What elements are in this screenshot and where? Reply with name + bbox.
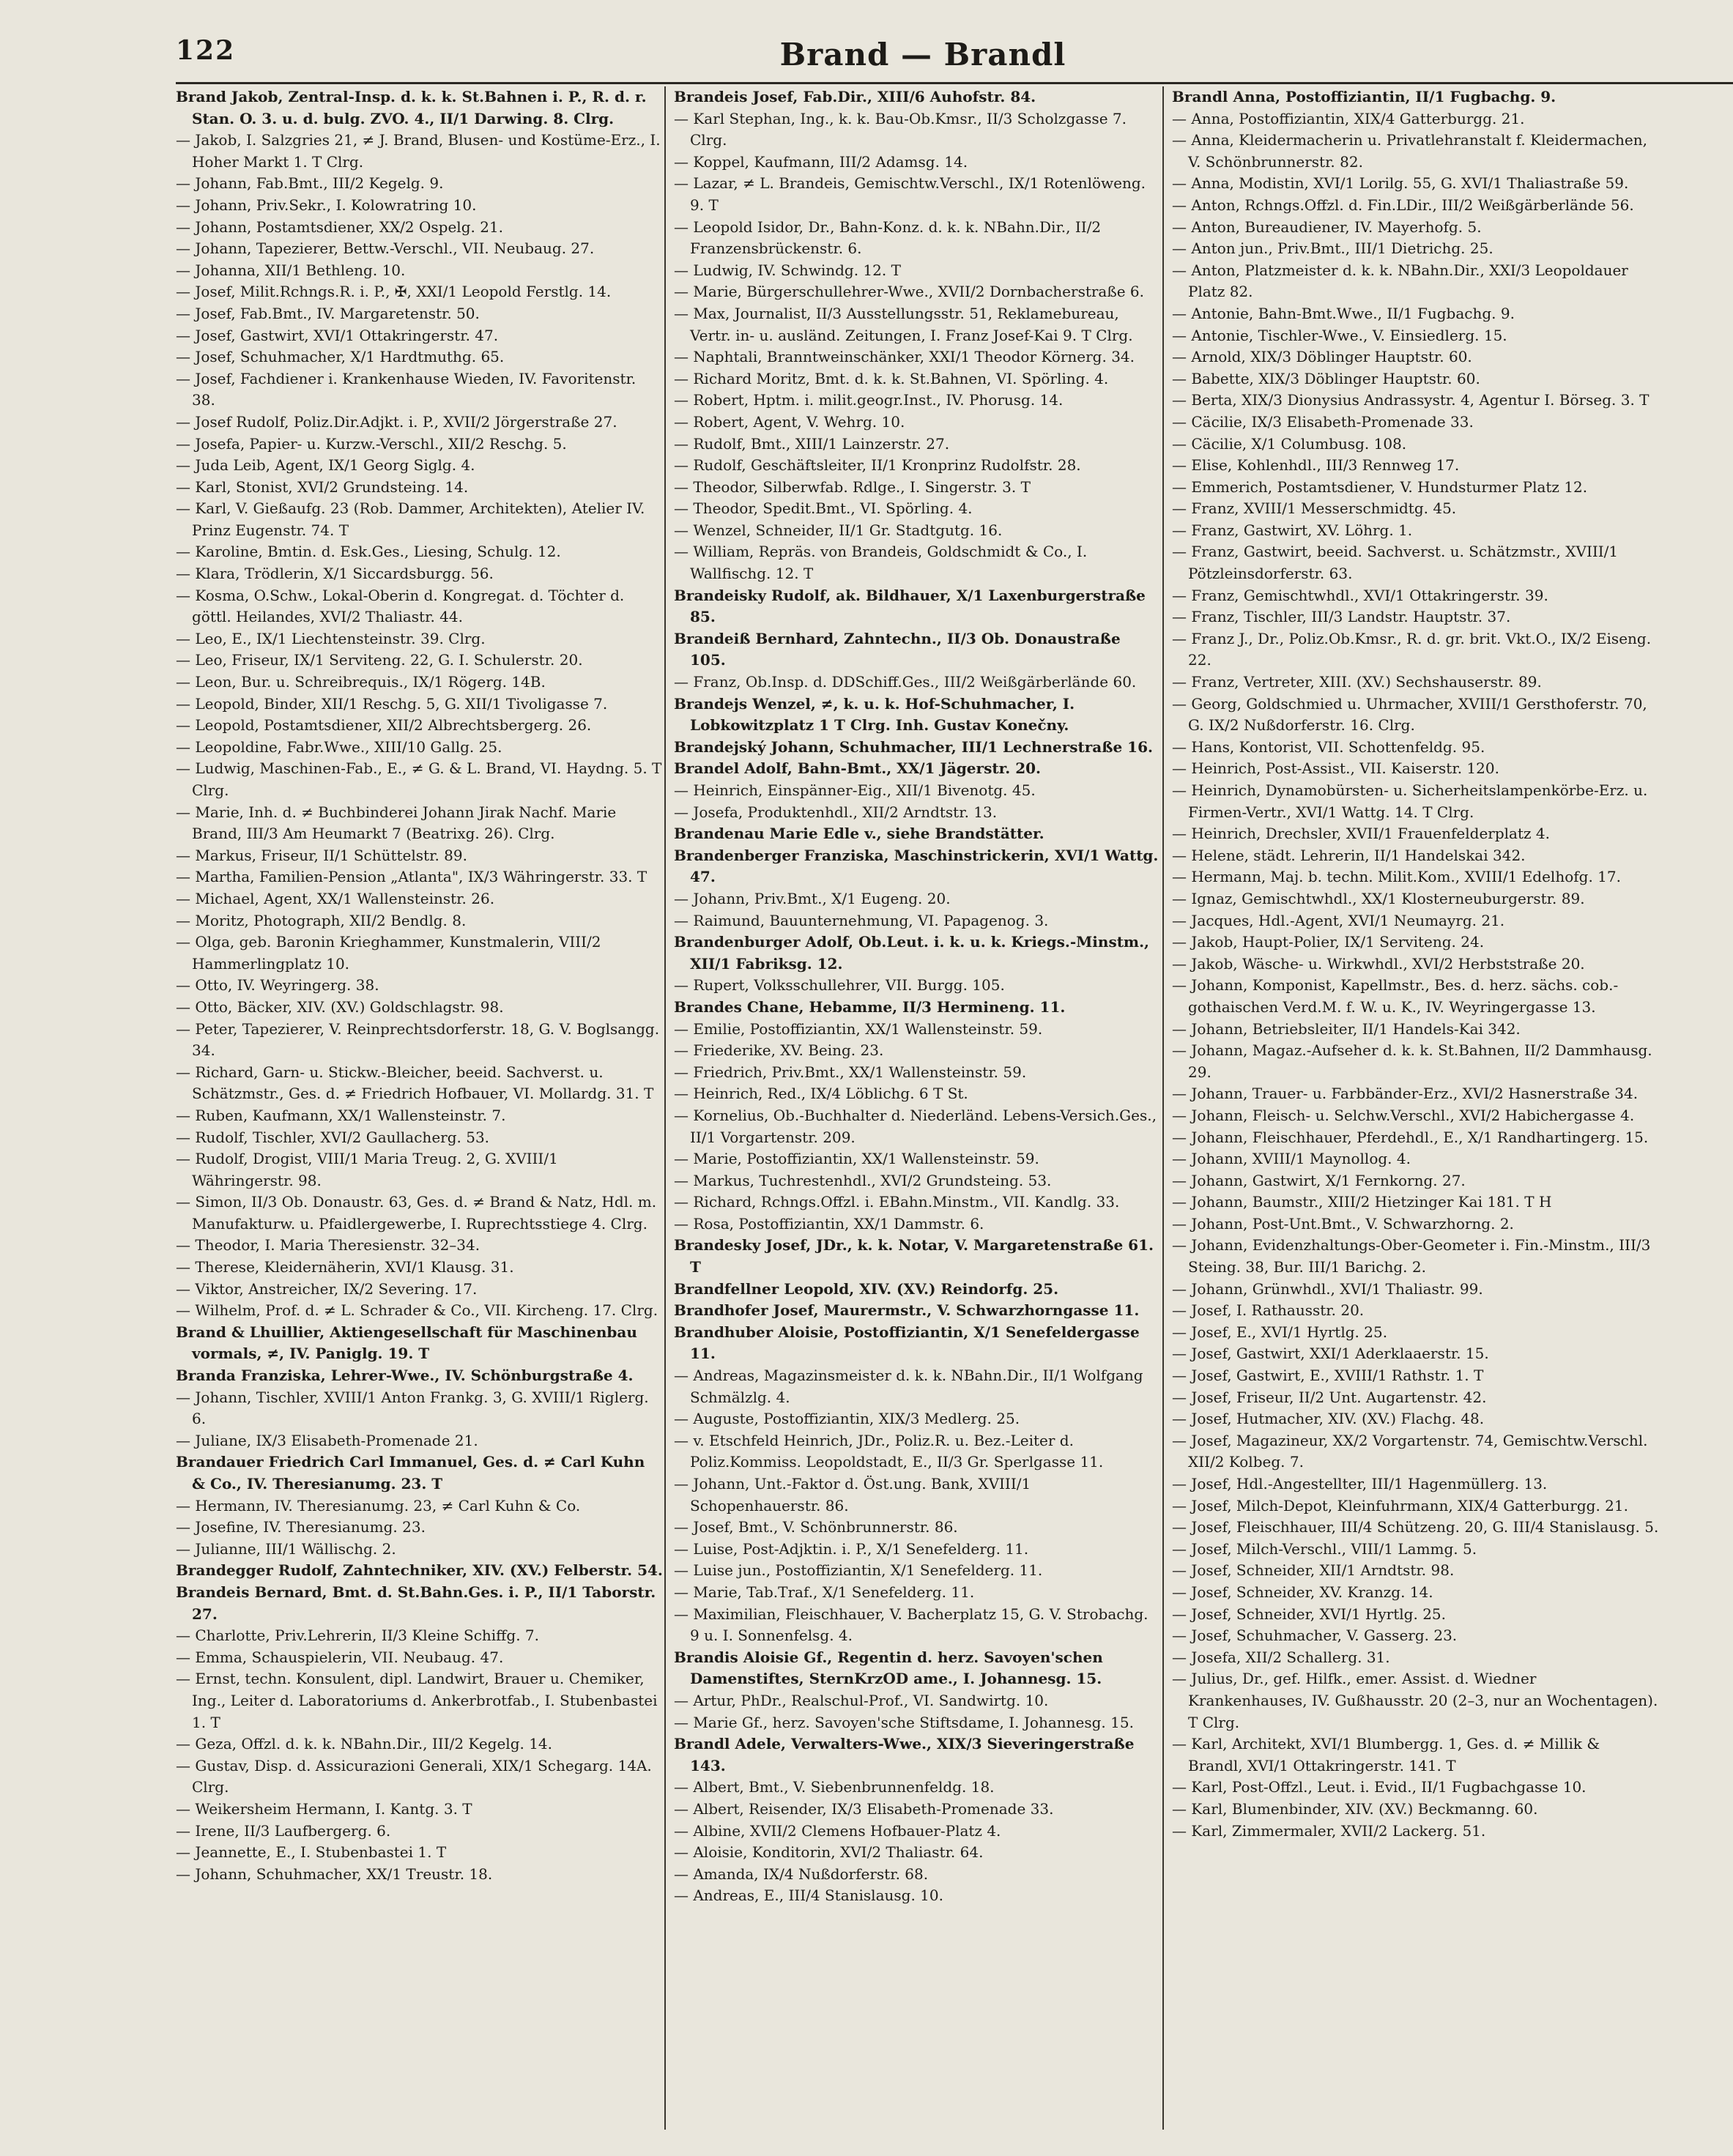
directory-entry: — Marie Gf., herz. Savoyen'sche Stiftsdame, I. Johannesg. 15. bbox=[674, 1713, 1134, 1731]
directory-entry: — Weikersheim Hermann, I. Kantg. 3. T bbox=[176, 1799, 472, 1818]
directory-entry: — Josef, Schneider, XII/1 Arndtstr. 98. bbox=[1172, 1561, 1455, 1580]
directory-entry: — Josefine, IV. Theresianumg. 23. bbox=[176, 1518, 426, 1536]
directory-entry: — Charlotte, Priv.Lehrerin, II/3 Kleine Schiffg. 7. bbox=[176, 1627, 539, 1645]
directory-entry: — Heinrich, Einspänner-Eig., XII/1 Bivenotg. 45. bbox=[674, 781, 1036, 799]
directory-entry: — Karl, V. Gießaufg. 23 (Rob. Dammer, Architekten), Atelier IV. Prinz Eugenstr. 74. T bbox=[176, 499, 645, 539]
directory-entry: — Michael, Agent, XX/1 Wallensteinstr. 26. bbox=[176, 889, 495, 907]
directory-entry: — Luise jun., Postoffiziantin, X/1 Senefelderg. 11. bbox=[674, 1561, 1043, 1580]
directory-entry: — Jacques, Hdl.-Agent, XVI/1 Neumayrg. 21. bbox=[1172, 911, 1505, 929]
directory-entry: — Josef, Milit.Rchngs.R. i. P., ✠, XXI/1 Leopold Ferstlg. 14. bbox=[176, 283, 612, 301]
directory-entry: — Theodor, Silberwfab. Rdlge., I. Singerstr. 3. T bbox=[674, 477, 1031, 496]
directory-entry: — Anton jun., Priv.Bmt., III/1 Dietrichg. 25. bbox=[1172, 239, 1493, 258]
directory-entry: — Simon, II/3 Ob. Donaustr. 63, Ges. d. ≠ Brand & Natz, Hdl. m. Manufakturw. u. Pfaidlergewerbe, I. Ruprechtsstiege 4. Clrg. bbox=[176, 1193, 657, 1233]
directory-entry: — Josefa, XII/2 Schallerg. 31. bbox=[1172, 1648, 1390, 1666]
directory-entry: — Karl, Stonist, XVI/2 Grundsteing. 14. bbox=[176, 477, 469, 496]
directory-entry: — Johann, Fab.Bmt., III/2 Kegelg. 9. bbox=[176, 174, 444, 193]
directory-entry: — Heinrich, Red., IX/4 Löblichg. 6 T St. bbox=[674, 1085, 968, 1103]
directory-entry: — Ludwig, IV. Schwindg. 12. T bbox=[674, 261, 901, 279]
directory-entry: — Peter, Tapezierer, V. Reinprechtsdorferstr. 18, G. V. Boglsangg. 34. bbox=[176, 1019, 660, 1060]
directory-entry: — Marie, Tab.Traf., X/1 Senefelderg. 11. bbox=[674, 1583, 975, 1601]
directory-entry: — Karl, Blumenbinder, XIV. (XV.) Beckmanng. 60. bbox=[1172, 1799, 1538, 1818]
directory-entry: — Hermann, Maj. b. techn. Milit.Kom., XVIII/1 Edelhofg. 17. bbox=[1172, 868, 1621, 886]
directory-entry: — Julianne, III/1 Wällischg. 2. bbox=[176, 1539, 396, 1558]
column-3 bbox=[1172, 86, 1659, 2137]
page-number: 122 bbox=[176, 35, 236, 66]
directory-entry: — Johann, Trauer- u. Farbbänder-Erz., XVI/2 Hasnerstraße 34. bbox=[1172, 1085, 1639, 1103]
directory-entry: — Naphtali, Branntweinschänker, XXI/1 Theodor Körnerg. 34. bbox=[674, 348, 1135, 366]
directory-entry: — Josef, Magazineur, XX/2 Vorgartenstr. 74, Gemischtw.Verschl. XII/2 Kolbeg. 7. bbox=[1172, 1431, 1648, 1471]
directory-entry: — Robert, Hptm. i. milit.geogr.Inst., IV. Phorusg. 14. bbox=[674, 391, 1064, 409]
surname-entry: Brandis Aloisie Gf., Regentin d. herz. Savoyen'schen Damenstiftes, SternKrzOD ame., I. Johannesg. 15. bbox=[674, 1648, 1103, 1688]
directory-entry: — Johann, Schuhmacher, XX/1 Treustr. 18. bbox=[176, 1865, 493, 1883]
directory-entry: — Johann, Tischler, XVIII/1 Anton Frankg. 3, G. XVIII/1 Riglerg. 6. bbox=[176, 1388, 649, 1428]
directory-entry: — Albine, XVII/2 Clemens Hofbauer-Platz 4. bbox=[674, 1821, 1001, 1840]
directory-entry: — Friedrich, Priv.Bmt., XX/1 Wallensteinstr. 59. bbox=[674, 1063, 1027, 1081]
directory-entry: — Josef, Milch-Verschl., VIII/1 Lammg. 5. bbox=[1172, 1539, 1477, 1558]
directory-entry: — Luise, Post-Adjktin. i. P., X/1 Senefelderg. 11. bbox=[674, 1539, 1029, 1558]
directory-entry: — Josef Rudolf, Poliz.Dir.Adjkt. i. P., XVII/2 Jörgerstraße 27. bbox=[176, 412, 617, 431]
directory-entry: — Josef, Gastwirt, E., XVIII/1 Rathstr. 1. T bbox=[1172, 1367, 1484, 1385]
directory-entry: — Josef, Fachdiener i. Krankenhause Wieden, IV. Favoritenstr. 38. bbox=[176, 369, 637, 409]
directory-entry: — Amanda, IX/4 Nußdorferstr. 68. bbox=[674, 1865, 929, 1883]
directory-entry: — Aloisie, Konditorin, XVI/2 Thaliastr. 64. bbox=[674, 1843, 984, 1862]
directory-entry: — Theodor, Spedit.Bmt., VI. Spörling. 4. bbox=[674, 499, 973, 518]
directory-entry: — Georg, Goldschmied u. Uhrmacher, XVIII/1 Gersthoferstr. 70, G. IX/2 Nußdorferstr. 16. Clrg. bbox=[1172, 694, 1647, 735]
directory-entry: — Markus, Tuchrestenhdl., XVI/2 Grundsteing. 53. bbox=[674, 1171, 1052, 1189]
directory-entry: — Franz J., Dr., Poliz.Ob.Kmsr., R. d. gr. brit. Vkt.O., IX/2 Eiseng. 22. bbox=[1172, 629, 1652, 669]
directory-entry: — Cäcilie, IX/3 Elisabeth-Promenade 33. bbox=[1172, 412, 1474, 431]
column-2 bbox=[674, 86, 1161, 2137]
directory-entry: — Johann, Grünwhdl., XVI/1 Thaliastr. 99. bbox=[1172, 1279, 1483, 1298]
surname-entry: Brandes Chane, Hebamme, II/3 Hermineng. 11. bbox=[674, 997, 1066, 1016]
directory-entry: — Elise, Kohlenhdl., III/3 Rennweg 17. bbox=[1172, 456, 1460, 475]
surname-entry: Brandenau Marie Edle v., siehe Brandstätter. bbox=[674, 825, 1044, 843]
directory-entry: — Josef, Schneider, XVI/1 Hyrtlg. 25. bbox=[1172, 1605, 1446, 1623]
directory-entry: — Jakob, I. Salzgries 21, ≠ J. Brand, Blusen- und Kostüme-Erz., I. Hoher Markt 1. T Clrg. bbox=[176, 131, 661, 171]
directory-entry: — Anton, Rchngs.Offzl. d. Fin.LDir., III/2 Weißgärberlände 56. bbox=[1172, 196, 1634, 214]
directory-entry: — Anton, Platzmeister d. k. k. NBahn.Dir., XXI/3 Leopoldauer Platz 82. bbox=[1172, 261, 1628, 301]
directory-entry: — Heinrich, Post-Assist., VII. Kaiserstr. 120. bbox=[1172, 759, 1499, 778]
directory-entry: — Josef, I. Rathausstr. 20. bbox=[1172, 1301, 1365, 1320]
directory-entry: — Antonie, Tischler-Wwe., V. Einsiedlerg. 15. bbox=[1172, 326, 1507, 344]
surname-entry: Brandeiß Bernhard, Zahntechn., II/3 Ob. Donaustraße 105. bbox=[674, 629, 1121, 669]
surname-entry: Brandejs Wenzel, ≠, k. u. k. Hof-Schuhmacher, I. Lobkowitzplatz 1 T Clrg. Inh. Gustav Konečny. bbox=[674, 694, 1075, 735]
directory-entry: — Rudolf, Tischler, XVI/2 Gaullacherg. 53. bbox=[176, 1128, 490, 1146]
directory-entry: — Marie, Postoffiziantin, XX/1 Wallensteinstr. 59. bbox=[674, 1150, 1039, 1168]
directory-entry: — Arnold, XIX/3 Döblinger Hauptstr. 60. bbox=[1172, 348, 1472, 366]
column-divider-1 bbox=[664, 86, 666, 2130]
surname-entry: Brand & Lhuillier, Aktiengesellschaft für Maschinenbau vormals, ≠, IV. Paniglg. 19. T bbox=[176, 1323, 637, 1363]
directory-entry: — Albert, Bmt., V. Siebenbrunnenfeldg. 18. bbox=[674, 1778, 995, 1796]
directory-entry: — Josef, Friseur, II/2 Unt. Augartenstr. 42. bbox=[1172, 1388, 1487, 1406]
directory-entry: — Anna, Kleidermacherin u. Privatlehranstalt f. Kleidermachen, V. Schönbrunnerstr. 82. bbox=[1172, 131, 1647, 171]
directory-entry: — Johanna, XII/1 Bethleng. 10. bbox=[176, 261, 406, 279]
surname-entry: Brandeis Bernard, Bmt. d. St.Bahn.Ges. i. P., II/1 Taborstr. 27. bbox=[176, 1583, 656, 1623]
directory-entry: — Johann, Gastwirt, X/1 Fernkorng. 27. bbox=[1172, 1171, 1466, 1189]
surname-entry: Brandl Anna, Postoffiziantin, II/1 Fugbachg. 9. bbox=[1172, 88, 1556, 105]
directory-entry: — Berta, XIX/3 Dionysius Andrassystr. 4, Agentur I. Börseg. 3. T bbox=[1172, 391, 1649, 409]
directory-entry: — Julius, Dr., gef. Hilfk., emer. Assist. d. Wiedner Krankenhauses, IV. Gußhausstr. 20 (2–3, nur an Wochentagen). T Clrg. bbox=[1172, 1670, 1658, 1731]
directory-entry: — Anna, Postoffiziantin, XIX/4 Gatterburgg. 21. bbox=[1172, 109, 1525, 127]
directory-entry: — Irene, II/3 Laufbergerg. 6. bbox=[176, 1821, 391, 1840]
directory-entry: — Josef, Schneider, XV. Kranzg. 14. bbox=[1172, 1583, 1433, 1601]
directory-entry: — Leo, E., IX/1 Liechtensteinstr. 39. Clrg. bbox=[176, 629, 486, 647]
directory-entry: — Koppel, Kaufmann, III/2 Adamsg. 14. bbox=[674, 152, 968, 171]
directory-entry: — Josef, Fab.Bmt., IV. Margaretenstr. 50. bbox=[176, 304, 480, 322]
directory-entry: — Gustav, Disp. d. Assicurazioni Generali, XIX/1 Schegarg. 14A. Clrg. bbox=[176, 1756, 652, 1796]
directory-entry: — Franz, Tischler, III/3 Landstr. Hauptstr. 37. bbox=[1172, 608, 1511, 626]
directory-entry: — William, Repräs. von Brandeis, Goldschmidt & Co., I. Wallfischg. 12. T bbox=[674, 543, 1088, 583]
directory-entry: — Babette, XIX/3 Döblinger Hauptstr. 60. bbox=[1172, 369, 1480, 387]
directory-entry: — Josef, Schuhmacher, X/1 Hardtmuthg. 65. bbox=[176, 348, 505, 366]
directory-entry: — Rudolf, Bmt., XIII/1 Lainzerstr. 27. bbox=[674, 434, 950, 453]
directory-entry: — Marie, Bürgerschullehrer-Wwe., XVII/2 Dornbacherstraße 6. bbox=[674, 283, 1144, 301]
directory-entry: — Anton, Bureaudiener, IV. Mayerhofg. 5. bbox=[1172, 218, 1482, 236]
column-1 bbox=[176, 86, 663, 2137]
directory-entry: — Anna, Modistin, XVI/1 Lorilg. 55, G. XVI/1 Thaliastraße 59. bbox=[1172, 174, 1629, 193]
directory-entry: — Leon, Bur. u. Schreibrequis., IX/1 Rögerg. 14B. bbox=[176, 673, 546, 691]
directory-entry: — Artur, PhDr., Realschul-Prof., VI. Sandwirtg. 10. bbox=[674, 1691, 1049, 1709]
surname-entry: Brandenburger Adolf, Ob.Leut. i. k. u. k. Kriegs.-Minstm., XII/1 Fabriksg. 12. bbox=[674, 933, 1150, 973]
directory-entry: — Johann, Postamtsdiener, XX/2 Ospelg. 21. bbox=[176, 218, 504, 236]
directory-entry: — Raimund, Bauunternehmung, VI. Papagenog. 3. bbox=[674, 911, 1049, 929]
directory-entry: — Jeannette, E., I. Stubenbastei 1. T bbox=[176, 1843, 447, 1862]
directory-entry: — Franz, Gemischtwhdl., XVI/1 Ottakringerstr. 39. bbox=[1172, 586, 1548, 604]
directory-entry: — Johann, Baumstr., XIII/2 Hietzinger Kai 181. T H bbox=[1172, 1193, 1552, 1211]
surname-entry: Brandegger Rudolf, Zahntechniker, XIV. (XV.) Felberstr. 54. bbox=[176, 1561, 663, 1580]
directory-entry: — Richard, Garn- u. Stickw.-Bleicher, beeid. Sachverst. u. Schätzmstr., Ges. d. ≠ Friedrich Hofbauer, VI. Mollardg. 31. T bbox=[176, 1063, 654, 1103]
directory-entry: — Josef, Hdl.-Angestellter, III/1 Hagenmüllerg. 13. bbox=[1172, 1475, 1548, 1493]
surname-entry: Brandejský Johann, Schuhmacher, III/1 Lechnerstraße 16. bbox=[674, 737, 1153, 756]
directory-entry: — Juliane, IX/3 Elisabeth-Promenade 21. bbox=[176, 1431, 478, 1449]
directory-entry: — Heinrich, Dynamobürsten- u. Sicherheitslampenkörbe-Erz. u. Firmen-Vertr., XVI/1 Wattg. 14. T Clrg. bbox=[1172, 781, 1648, 821]
column-divider-2 bbox=[1162, 86, 1164, 2130]
directory-entry: — Therese, Kleidernäherin, XVI/1 Klausg. 31. bbox=[176, 1258, 514, 1276]
header-rule bbox=[176, 82, 1733, 84]
directory-entry: — Otto, Bäcker, XIV. (XV.) Goldschlagstr. 98. bbox=[176, 997, 504, 1016]
directory-entry: — Ludwig, Maschinen-Fab., E., ≠ G. & L. Brand, VI. Haydng. 5. T Clrg. bbox=[176, 759, 662, 799]
directory-entry: — Ernst, techn. Konsulent, dipl. Landwirt, Brauer u. Chemiker, Ing., Leiter d. Laboratoriums d. Ankerbrotfab., I. Stubenbastei 1. T bbox=[176, 1670, 658, 1731]
directory-entry: — Kornelius, Ob.-Buchhalter d. Niederländ. Lebens-Versich.Ges., II/1 Vorgartenstr. 209. bbox=[674, 1106, 1157, 1146]
directory-entry: — Juda Leib, Agent, IX/1 Georg Siglg. 4. bbox=[176, 456, 475, 475]
directory-entry: — Rupert, Volksschullehrer, VII. Burgg. 105. bbox=[674, 976, 1005, 995]
directory-entry: — Leopold, Postamtsdiener, XII/2 Albrechtsbergerg. 26. bbox=[176, 716, 592, 735]
directory-entry: — Rosa, Postoffiziantin, XX/1 Dammstr. 6. bbox=[674, 1214, 984, 1233]
directory-entry: — Kosma, O.Schw., Lokal-Oberin d. Kongregat. d. Töchter d. göttl. Heilandes, XVI/2 Thaliastr. 44. bbox=[176, 586, 625, 626]
directory-entry: — Richard Moritz, Bmt. d. k. k. St.Bahnen, VI. Spörling. 4. bbox=[674, 369, 1109, 387]
directory-entry: — Karoline, Bmtin. d. Esk.Ges., Liesing, Schulg. 12. bbox=[176, 543, 561, 561]
surname-entry: Brandhuber Aloisie, Postoffiziantin, X/1 Senefeldergasse 11. bbox=[674, 1323, 1140, 1363]
directory-entry: — Hans, Kontorist, VII. Schottenfeldg. 95. bbox=[1172, 737, 1485, 756]
surname-entry: Brandauer Friedrich Carl Immanuel, Ges. d. ≠ Carl Kuhn & Co., IV. Theresianumg. 23. T bbox=[176, 1453, 645, 1493]
directory-entry: — Karl, Architekt, XVI/1 Blumbergg. 1, Ges. d. ≠ Millik & Brandl, XVI/1 Ottakringerstr. 141. T bbox=[1172, 1735, 1600, 1774]
directory-entry: — Johann, Betriebsleiter, II/1 Handels-Kai 342. bbox=[1172, 1019, 1521, 1038]
directory-entry: — Klara, Trödlerin, X/1 Siccardsburgg. 56. bbox=[176, 565, 494, 583]
directory-entry: — Karl, Post-Offzl., Leut. i. Evid., II/1 Fugbachgasse 10. bbox=[1172, 1778, 1587, 1796]
surname-entry: Brandhofer Josef, Maurermstr., V. Schwarzhorngasse 11. bbox=[674, 1301, 1140, 1320]
directory-entry: — Johann, Priv.Sekr., I. Kolowratring 10. bbox=[176, 196, 477, 214]
directory-entry: — Johann, Fleischhauer, Pferdehdl., E., X/1 Randhartingerg. 15. bbox=[1172, 1128, 1649, 1146]
surname-entry: Brandeisky Rudolf, ak. Bildhauer, X/1 Laxenburgerstraße 85. bbox=[674, 586, 1146, 626]
directory-entry: — Richard, Rchngs.Offzl. i. EBahn.Minstm., VII. Kandlg. 33. bbox=[674, 1193, 1120, 1211]
directory-entry: — Helene, städt. Lehrerin, II/1 Handelskai 342. bbox=[1172, 846, 1526, 864]
surname-entry: Brandl Adele, Verwalters-Wwe., XIX/3 Sieveringerstraße 143. bbox=[674, 1735, 1135, 1774]
directory-entry: — Emma, Schauspielerin, VII. Neubaug. 47. bbox=[176, 1648, 504, 1666]
surname-entry: Brandenberger Franziska, Maschinstrickerin, XVI/1 Wattg. 47. bbox=[674, 846, 1159, 886]
directory-entry: — Maximilian, Fleischhauer, V. Bacherplatz 15, G. V. Strobachg. 9 u. I. Sonnenfelsg. 4. bbox=[674, 1605, 1148, 1645]
directory-entry: — Emmerich, Postamtsdiener, V. Hundsturmer Platz 12. bbox=[1172, 477, 1588, 496]
directory-entry: — Johann, XVIII/1 Maynollog. 4. bbox=[1172, 1150, 1411, 1168]
directory-entry: — Josef, Bmt., V. Schönbrunnerstr. 86. bbox=[674, 1518, 958, 1536]
directory-entry: — Ignaz, Gemischtwhdl., XX/1 Klosterneuburgerstr. 89. bbox=[1172, 889, 1585, 907]
directory-entry: — Johann, Evidenzhaltungs-Ober-Geometer i. Fin.-Minstm., III/3 Steing. 38, Bur. III/1 Barichg. 2. bbox=[1172, 1236, 1651, 1276]
directory-entry: — Olga, geb. Baronin Krieghammer, Kunstmalerin, VIII/2 Hammerlingplatz 10. bbox=[176, 933, 601, 973]
directory-entry: — Johann, Tapezierer, Bettw.-Verschl., VII. Neubaug. 27. bbox=[176, 239, 595, 258]
directory-entry: — Martha, Familien-Pension „Atlanta", IX/3 Währingerstr. 33. T bbox=[176, 868, 647, 886]
directory-entry: — Cäcilie, X/1 Columbusg. 108. bbox=[1172, 434, 1407, 453]
directory-entry: — Ruben, Kaufmann, XX/1 Wallensteinstr. 7. bbox=[176, 1106, 506, 1124]
directory-entry: — Theodor, I. Maria Theresienstr. 32–34. bbox=[176, 1236, 480, 1254]
surname-entry: Brandel Adolf, Bahn-Bmt., XX/1 Jägerstr. 20. bbox=[674, 759, 1041, 778]
directory-entry: — Josefa, Papier- u. Kurzw.-Verschl., XII/2 Reschg. 5. bbox=[176, 434, 567, 453]
directory-entry: — Johann, Fleisch- u. Selchw.Verschl., XVI/2 Habichergasse 4. bbox=[1172, 1106, 1635, 1124]
surname-entry: Brandesky Josef, JDr., k. k. Notar, V. Margaretenstraße 61. T bbox=[674, 1236, 1154, 1276]
directory-entry: — Marie, Inh. d. ≠ Buchbinderei Johann Jirak Nachf. Marie Brand, III/3 Am Heumarkt 7 (Beatrixg. 26). Clrg. bbox=[176, 803, 617, 843]
directory-entry: — Johann, Magaz.-Aufseher d. k. k. St.Bahnen, II/2 Dammhausg. 29. bbox=[1172, 1041, 1652, 1081]
directory-entry: — Moritz, Photograph, XII/2 Bendlg. 8. bbox=[176, 911, 467, 929]
directory-entry: — Franz, Gastwirt, XV. Löhrg. 1. bbox=[1172, 521, 1413, 539]
surname-entry: Brandfellner Leopold, XIV. (XV.) Reindorfg. 25. bbox=[674, 1279, 1059, 1298]
directory-entry: — Lazar, ≠ L. Brandeis, Gemischtw.Verschl., IX/1 Rotenlöweng. 9. T bbox=[674, 174, 1146, 214]
directory-entry: — Franz, Ob.Insp. d. DDSchiff.Ges., III/2 Weißgärberlände 60. bbox=[674, 673, 1137, 691]
directory-entry: — Franz, Vertreter, XIII. (XV.) Sechshauserstr. 89. bbox=[1172, 673, 1542, 691]
directory-entry: — Auguste, Postoffiziantin, XIX/3 Medlerg. 25. bbox=[674, 1410, 1020, 1428]
directory-entry: — Wilhelm, Prof. d. ≠ L. Schrader & Co., VII. Kircheng. 17. Clrg. bbox=[176, 1301, 658, 1320]
directory-entry: — Josef, Schuhmacher, V. Gasserg. 23. bbox=[1172, 1627, 1458, 1645]
directory-entry: — Johann, Komponist, Kapellmstr., Bes. d. herz. sächs. cob.-gothaischen Verd.M. f. W. u. K., IV. Weyringergasse 13. bbox=[1172, 976, 1619, 1016]
surname-entry: Brandeis Josef, Fab.Dir., XIII/6 Auhofstr. 84. bbox=[674, 88, 1036, 105]
directory-entry: — Josef, Hutmacher, XIV. (XV.) Flachg. 48. bbox=[1172, 1410, 1485, 1428]
directory-entry: — Jakob, Wäsche- u. Wirkwhdl., XVI/2 Herbststraße 20. bbox=[1172, 954, 1585, 973]
directory-entry: — Leopoldine, Fabr.Wwe., XIII/10 Gallg. 25. bbox=[176, 737, 502, 756]
directory-entry: — Robert, Agent, V. Wehrg. 10. bbox=[674, 412, 905, 431]
directory-entry: — Leopold Isidor, Dr., Bahn-Konz. d. k. k. NBahn.Dir., II/2 Franzensbrückenstr. 6. bbox=[674, 218, 1102, 258]
directory-entry: — Josef, Fleischhauer, III/4 Schützeng. 20, G. III/4 Stanislausg. 5. bbox=[1172, 1518, 1659, 1536]
directory-entry: — Viktor, Anstreicher, IX/2 Severing. 17. bbox=[176, 1279, 478, 1298]
directory-entry: — Leopold, Binder, XII/1 Reschg. 5, G. XII/1 Tivoligasse 7. bbox=[176, 694, 608, 713]
directory-entry: — Josefa, Produktenhdl., XII/2 Arndtstr. 13. bbox=[674, 803, 998, 821]
directory-entry: — Johann, Post-Unt.Bmt., V. Schwarzhorng. 2. bbox=[1172, 1214, 1514, 1233]
directory-entry: — Hermann, IV. Theresianumg. 23, ≠ Carl Kuhn & Co. bbox=[176, 1496, 581, 1514]
directory-entry: — Antonie, Bahn-Bmt.Wwe., II/1 Fugbachg. 9. bbox=[1172, 304, 1515, 322]
directory-entry: — Heinrich, Drechsler, XVII/1 Frauenfelderplatz 4. bbox=[1172, 825, 1550, 843]
directory-entry: — v. Etschfeld Heinrich, JDr., Poliz.R. u. Bez.-Leiter d. Poliz.Kommiss. Leopoldstadt, E., II/3 Gr. Sperlgasse 11. bbox=[674, 1431, 1104, 1471]
directory-entry: — Andreas, E., III/4 Stanislausg. 10. bbox=[674, 1886, 943, 1905]
directory-entry: — Jakob, Haupt-Polier, IX/1 Serviteng. 24. bbox=[1172, 933, 1485, 951]
directory-entry: — Josef, Milch-Depot, Kleinfuhrmann, XIX/4 Gatterburgg. 21. bbox=[1172, 1496, 1628, 1514]
directory-entry: — Wenzel, Schneider, II/1 Gr. Stadtgutg. 16. bbox=[674, 521, 1003, 539]
directory-entry: — Rudolf, Drogist, VIII/1 Maria Treug. 2, G. XVIII/1 Währingerstr. 98. bbox=[176, 1150, 558, 1189]
directory-entry: — Albert, Reisender, IX/3 Elisabeth-Promenade 33. bbox=[674, 1799, 1054, 1818]
directory-entry: — Josef, Gastwirt, XVI/1 Ottakringerstr. 47. bbox=[176, 326, 499, 344]
directory-entry: — Franz, Gastwirt, beeid. Sachverst. u. Schätzmstr., XVIII/1 Pötzleinsdorferstr. 63. bbox=[1172, 543, 1619, 583]
directory-entry: — Rudolf, Geschäftsleiter, II/1 Kronprinz Rudolfstr. 28. bbox=[674, 456, 1081, 475]
directory-entry: — Max, Journalist, II/3 Ausstellungsstr. 51, Reklamebureau, Vertr. in- u. ausländ. Zeitungen, I. Franz Josef-Kai 9. T Clrg. bbox=[674, 304, 1133, 344]
surname-entry: Branda Franziska, Lehrer-Wwe., IV. Schönburgstraße 4. bbox=[176, 1367, 634, 1385]
directory-entry: — Emilie, Postoffiziantin, XX/1 Wallensteinstr. 59. bbox=[674, 1019, 1043, 1038]
directory-entry: — Josef, Gastwirt, XXI/1 Aderklaaerstr. 15. bbox=[1172, 1345, 1489, 1363]
directory-entry: — Leo, Friseur, IX/1 Serviteng. 22, G. I. Schulerstr. 20. bbox=[176, 651, 583, 669]
directory-entry: — Otto, IV. Weyringerg. 38. bbox=[176, 976, 379, 995]
directory-entry: — Johann, Priv.Bmt., X/1 Eugeng. 20. bbox=[674, 889, 951, 907]
directory-entry: — Friederike, XV. Being. 23. bbox=[674, 1041, 884, 1060]
running-head: Brand — Brandl bbox=[779, 37, 1066, 73]
directory-entry: — Andreas, Magazinsmeister d. k. k. NBahn.Dir., II/1 Wolfgang Schmälzlg. 4. bbox=[674, 1367, 1143, 1406]
directory-entry: — Karl, Zimmermaler, XVII/2 Lackerg. 51. bbox=[1172, 1821, 1486, 1840]
directory-entry: — Karl Stephan, Ing., k. k. Bau-Ob.Kmsr., II/3 Scholzgasse 7. Clrg. bbox=[674, 109, 1127, 149]
surname-entry: Brand Jakob, Zentral-Insp. d. k. k. St.Bahnen i. P., R. d. r. Stan. O. 3. u. d. bulg. ZVO. 4., II/1 Darwing. 8. Clrg. bbox=[176, 88, 647, 127]
directory-entry: — Geza, Offzl. d. k. k. NBahn.Dir., III/2 Kegelg. 14. bbox=[176, 1735, 553, 1753]
directory-entry: — Johann, Unt.-Faktor d. Öst.ung. Bank, XVIII/1 Schopenhauerstr. 86. bbox=[674, 1475, 1031, 1514]
directory-entry: — Markus, Friseur, II/1 Schüttelstr. 89. bbox=[176, 846, 467, 864]
directory-entry: — Franz, XVIII/1 Messerschmidtg. 45. bbox=[1172, 499, 1457, 518]
directory-entry: — Josef, E., XVI/1 Hyrtlg. 25. bbox=[1172, 1323, 1388, 1341]
